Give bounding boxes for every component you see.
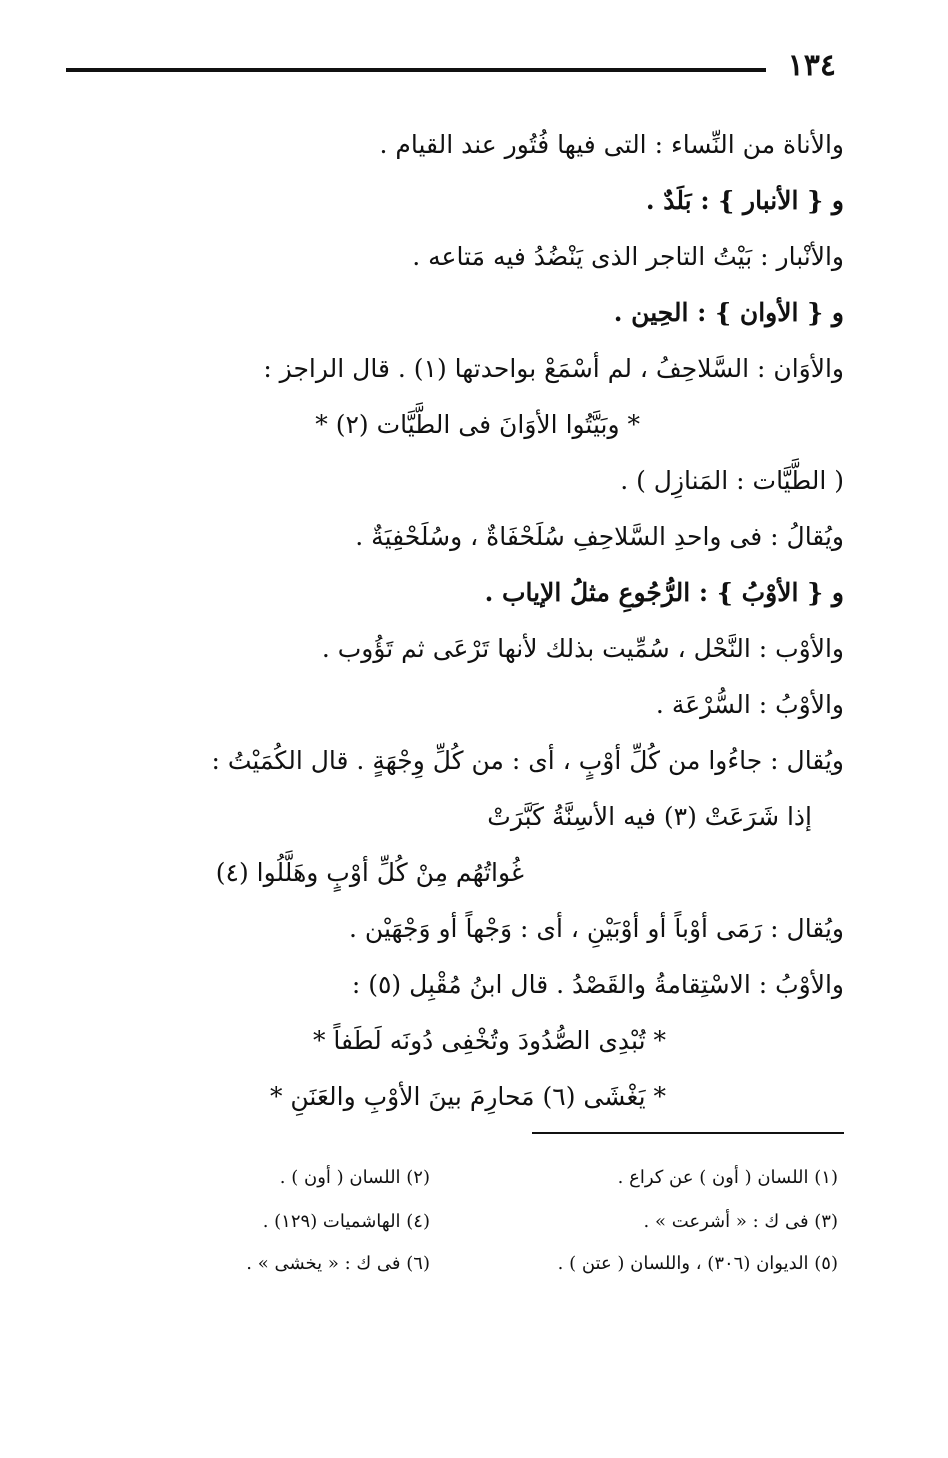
text-line: والأوَان : السَّلاحِفُ ، لم أسْمَعْ بواحدتها (١) . قال الراجز : bbox=[263, 354, 844, 383]
entry-heading-line: و { الأوان } : الحِين . bbox=[613, 298, 844, 327]
text-line: ويُقال : جاءُوا من كُلِّ أوْبٍ ، أى : من كُلِّ وِجْهَةٍ . قال الكُمَيْتُ : bbox=[211, 746, 844, 775]
verse-line: غُواتُهُم مِنْ كُلِّ أوْبٍ وهَلَّلُوا (٤) bbox=[215, 858, 524, 887]
text-line: والأناة من النِّساء : التى فيها فُتُور عند القيام . bbox=[379, 130, 844, 159]
text-line: ( الطَّيَّات : المَنازِل ) . bbox=[620, 466, 844, 495]
entry-heading-line: و { الأنبار } : بَلَدٌ . bbox=[645, 186, 844, 215]
verse-line: إذا شَرَعَتْ (٣) فيه الأسِنَّةُ كَبَّرَتْ bbox=[487, 802, 812, 831]
footnote: (٢) اللسان ( أون ) . bbox=[279, 1167, 430, 1188]
text-line: والأوْبُ : الاسْتِقامةُ والقَصْدُ . قال ابنُ مُقْبِل (٥) : bbox=[351, 970, 844, 999]
verse-line: * تُبْدِى الصُّدُودَ وتُخْفِى دُونَه لَطَفاً * bbox=[312, 1026, 666, 1055]
header-rule bbox=[66, 68, 766, 72]
footnote-rule bbox=[532, 1132, 844, 1134]
text-line: والأوْب : النَّحْل ، سُمِّيت بذلك لأنها تَرْعَى ثم تَؤُوب . bbox=[321, 634, 844, 663]
footnote: (٦) فى ك : « يخشى » . bbox=[246, 1253, 430, 1274]
text-line: والأنْبار : بَيْتُ التاجر الذى يَنْضُدُ فيه مَتاعه . bbox=[412, 242, 844, 271]
footnote: (١) اللسان ( أون ) عن كراع . bbox=[617, 1167, 838, 1188]
page-number: ١٣٤ bbox=[787, 48, 836, 83]
text-line: والأوْبُ : السُّرْعَة . bbox=[655, 690, 844, 719]
verse-line: * يَغْشَى (٦) مَحارِمَ بينَ الأوْبِ والعَنَنِ * bbox=[269, 1082, 666, 1111]
footnote: (٣) فى ك : « أشرعت » . bbox=[643, 1211, 838, 1232]
text-line: ويُقال : رَمَى أوْباً أو أوْبَيْنِ ، أى : وَجْهاً أو وَجْهَيْن . bbox=[349, 914, 844, 943]
footnote: (٥) الديوان (٣٠٦) ، واللسان ( عتن ) . bbox=[557, 1253, 838, 1274]
entry-heading-line: و { الأوْبُ } : الرُّجُوعِ مثلُ الإياب . bbox=[484, 578, 844, 607]
footnote: (٤) الهاشميات (١٢٩) . bbox=[262, 1211, 430, 1232]
text-line: ويُقالُ : فى واحدِ السَّلاحِفِ سُلَحْفَاةٌ ، وسُلَحْفِيَةٌ . bbox=[355, 522, 844, 551]
verse-line: * وبَيَّتُوا الأوَانَ فى الطَّيَّات (٢) * bbox=[315, 410, 640, 439]
